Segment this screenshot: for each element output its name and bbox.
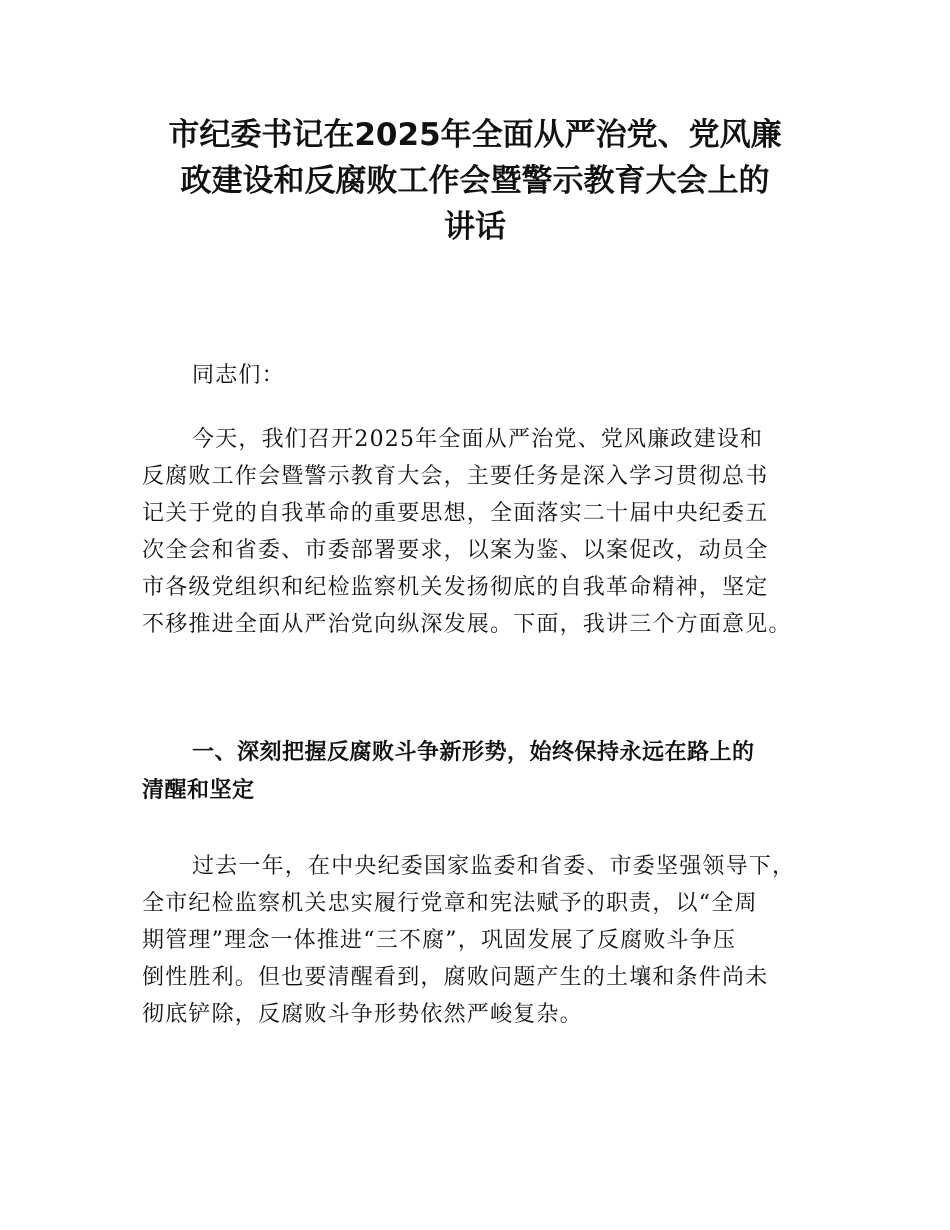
heading-line: 一、深刻把握反腐败斗争新形势，始终保持永远在路上的 — [192, 740, 755, 765]
paragraph-line: 期管理”理念一体推进“三不腐”，巩固发展了反腐败斗争压 — [142, 928, 737, 953]
paragraph-intro — [142, 421, 822, 643]
salutation: 同志们： — [192, 363, 285, 388]
paragraph-line: 倒性胜利。但也要清醒看到，腐败问题产生的土壤和条件尚未 — [142, 965, 769, 990]
section-heading — [142, 734, 822, 810]
title-line: 讲话 — [444, 209, 506, 245]
paragraph-line: 次全会和省委、市委部署要求，以案为鉴、以案促改，动员全 — [142, 538, 769, 563]
paragraph-line: 彻底铲除，反腐败斗争形势依然严峻复杂。 — [142, 1002, 583, 1027]
paragraph-line: 市各级党组织和纪检监察机关发扬彻底的自我革命精神，坚定 — [142, 575, 769, 600]
paragraph-line: 过去一年，在中央纪委国家监委和省委、市委坚强领导下， — [192, 854, 796, 879]
paragraph-line: 今天，我们召开2025年全面从严治党、党风廉政建设和 — [192, 427, 764, 452]
heading-line: 清醒和坚定 — [142, 778, 255, 803]
title-line: 政建设和反腐败工作会暨警示教育大会上的 — [180, 163, 770, 199]
document-title — [140, 112, 810, 250]
paragraph-line: 记关于党的自我革命的重要思想，全面落实二十届中央纪委五 — [142, 501, 769, 526]
title-line: 市纪委书记在2025年全面从严治党、党风廉 — [168, 117, 782, 153]
paragraph-situation — [142, 848, 822, 1033]
paragraph-line: 反腐败工作会暨警示教育大会，主要任务是深入学习贯彻总书 — [142, 464, 769, 489]
paragraph-line: 不移推进全面从严治党向纵深发展。下面，我讲三个方面意见。 — [142, 612, 792, 637]
paragraph-line: 全市纪检监察机关忠实履行党章和宪法赋予的职责，以“全周 — [142, 891, 758, 916]
